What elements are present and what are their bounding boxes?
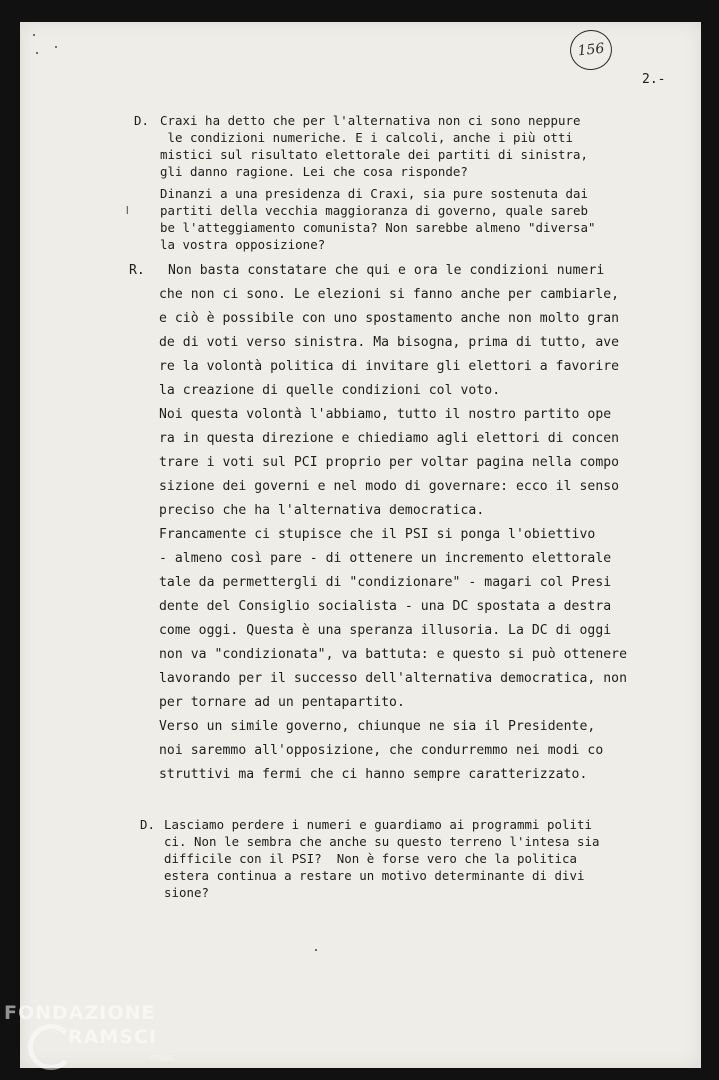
answer-line: - almeno così pare - di ottenere un incremento elettorale bbox=[159, 551, 612, 566]
paper-speck bbox=[55, 46, 57, 48]
question-2-line: sione? bbox=[164, 885, 210, 900]
archive-stamp: 156 bbox=[568, 28, 614, 72]
answer-line: trare i voti sul PCI proprio per voltar pagina nella compo bbox=[159, 455, 620, 470]
answer-line: per tornare ad un pentapartito. bbox=[159, 695, 405, 710]
question-1b-line: la vostra opposizione? bbox=[160, 237, 326, 252]
answer-line: la creazione di quelle condizioni col voto. bbox=[159, 383, 501, 398]
answer-line: de di voti verso sinistra. Ma bisogna, prima di tutto, ave bbox=[159, 335, 620, 350]
answer-line: e ciò è possibile con uno spostamento anche non molto gran bbox=[159, 311, 620, 326]
answer-label: R. bbox=[129, 263, 145, 278]
question-2-label: D. bbox=[140, 817, 156, 832]
paper-speck bbox=[315, 949, 317, 951]
paper-speck bbox=[33, 34, 35, 36]
question-1-line: gli danno ragione. Lei che cosa risponde? bbox=[160, 164, 468, 179]
answer-line: che non ci sono. Le elezioni si fanno anche per cambiarle, bbox=[159, 287, 620, 302]
question-1b-line: be l'atteggiamento comunista? Non sarebbe almeno "diversa" bbox=[160, 220, 596, 235]
answer-line: Verso un simile governo, chiunque ne sia il Presidente, bbox=[159, 719, 596, 734]
watermark-title: FONDAZIONE bbox=[4, 1002, 156, 1024]
answer-line: ra in questa direzione e chiediamo agli elettori di concen bbox=[159, 431, 620, 446]
answer-line: non va "condizionata", va battuta: e questo si può ottenere bbox=[159, 647, 628, 662]
answer-line: lavorando per il successo dell'alternativa democratica, non bbox=[159, 671, 628, 686]
answer-line: Noi questa volontà l'abbiamo, tutto il nostro partito ope bbox=[159, 407, 612, 422]
answer-line: Non basta constatare che qui e ora le condizioni numeri bbox=[168, 263, 605, 278]
question-1-line: le condizioni numeriche. E i calcoli, anche i più otti bbox=[160, 130, 574, 145]
question-1b-line: Dinanzi a una presidenza di Craxi, sia pure sostenuta dai bbox=[160, 186, 589, 201]
answer-line: come oggi. Questa è una speranza illusoria. La DC di oggi bbox=[159, 623, 612, 638]
answer-line: struttivi ma fermi che ci hanno sempre caratterizzato. bbox=[159, 767, 588, 782]
answer-line: tale da permettergli di "condizionare" - magari col Presi bbox=[159, 575, 612, 590]
fondazione-gramsci-watermark bbox=[4, 1000, 204, 1072]
answer-line: re la volontà politica di invitare gli elettori a favorire bbox=[159, 359, 620, 374]
answer-line: noi saremmo all'opposizione, che condurremmo nei modi co bbox=[159, 743, 604, 758]
question-2-line: ci. Non le sembra che anche su questo terreno l'intesa sia bbox=[164, 834, 600, 849]
watermark-subtitle: RAMSCI bbox=[68, 1026, 157, 1048]
question-1-label: D. bbox=[134, 113, 150, 128]
answer-line: preciso che ha l'alternativa democratica. bbox=[159, 503, 485, 518]
answer-line: dente del Consiglio socialista - una DC spostata a destra bbox=[159, 599, 612, 614]
question-1b-line: partiti della vecchia maggioranza di governo, quale sareb bbox=[160, 203, 589, 218]
answer-line: Francamente ci stupisce che il PSI si ponga l'obiettivo bbox=[159, 527, 596, 542]
page-number: 2.- bbox=[642, 72, 666, 87]
question-2-line: estera continua a restare un motivo determinante di divi bbox=[164, 868, 585, 883]
question-1-line: Craxi ha detto che per l'alternativa non ci sono neppure bbox=[160, 113, 581, 128]
watermark-onlus: onlus bbox=[150, 1053, 175, 1063]
question-2-line: Lasciamo perdere i numeri e guardiamo ai programmi politi bbox=[164, 817, 593, 832]
answer-line: sizione dei governi e nel modo di governare: ecco il senso bbox=[159, 479, 620, 494]
question-2-line: difficile con il PSI? Non è forse vero che la politica bbox=[164, 851, 578, 866]
margin-mark: ǀ bbox=[124, 204, 131, 217]
paper-speck bbox=[36, 52, 38, 54]
question-1-line: mistici sul risultato elettorale dei partiti di sinistra, bbox=[160, 147, 589, 162]
